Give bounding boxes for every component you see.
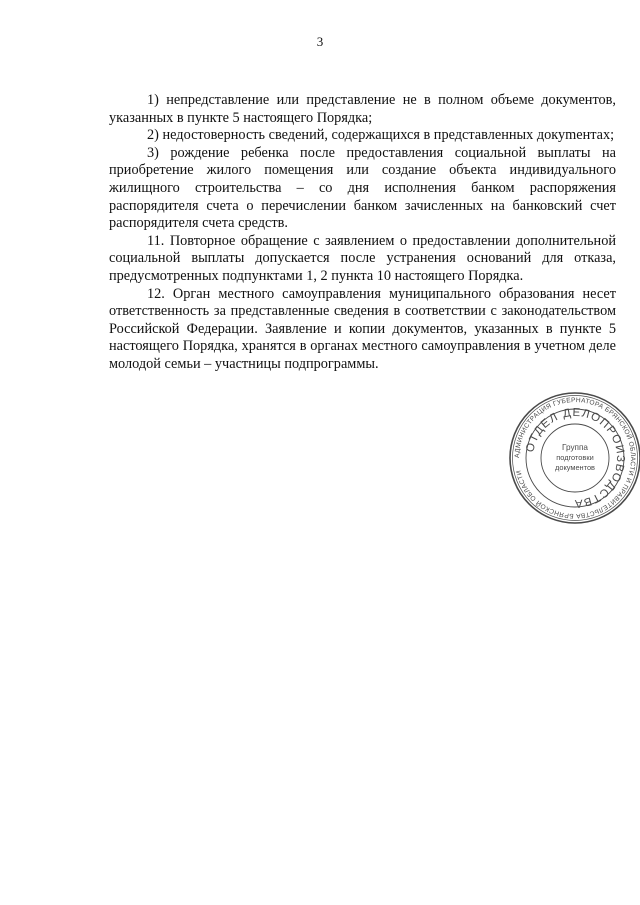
official-stamp (507, 390, 640, 526)
stamp-outer-textpath: АДМИНИСТРАЦИЯ ГУБЕРНАТОРА БРЯНСКОЙ ОБЛАСТИ И ПРАВИТЕЛЬСТВА БРЯНСКОЙ ОБЛАСТИ (513, 396, 637, 520)
stamp-center-line-2: подготовки (556, 453, 594, 462)
paragraph-item-1: 1) непредставление или представление не в полном объеме документов, указанных в пункте 5 настоящего Порядка; (109, 92, 616, 126)
document-body (109, 92, 616, 374)
stamp-center-line-1: Группа (562, 443, 588, 452)
paragraph-11: 11. Повторное обращение с заявлением о предоставлении дополнительной социальной выплаты допускается после устранения оснований для отказа, предусмотренных подпунктами 1, 2 пункта 10 настоящего Порядка. (109, 232, 616, 284)
stamp-middle-textpath: ОТДЕЛ ДЕЛОПРОИЗВОДСТВА (524, 406, 627, 510)
paragraph-12: 12. Орган местного самоуправления муниципального образования несет ответственность за представленные сведения в соответствии с законодательством Российской Федерации. Заявление и копии документов, указанных в пункте 5 настоящего Порядка, хранятся в органах местного самоуправления в учетном деле молодой семьи – участницы подпрограммы. (109, 285, 616, 372)
stamp-seal-graphic (507, 390, 640, 526)
page-number: 3 (316, 34, 324, 49)
paragraph-item-3: 3) рождение ребенка после предоставления социальной выплаты на приобретение жилого помещения или создание объекта индивидуального жилищного строительства – со дня исполнения банком распоряжения распорядителя счета о перечислении банком зачисленных на банковский счет распорядителя счета средств. (109, 144, 616, 232)
stamp-center-line-3: документов (555, 463, 595, 472)
paragraph-item-2: 2) недостоверность сведений, содержащихся в представленных докуmентах; (147, 127, 615, 144)
